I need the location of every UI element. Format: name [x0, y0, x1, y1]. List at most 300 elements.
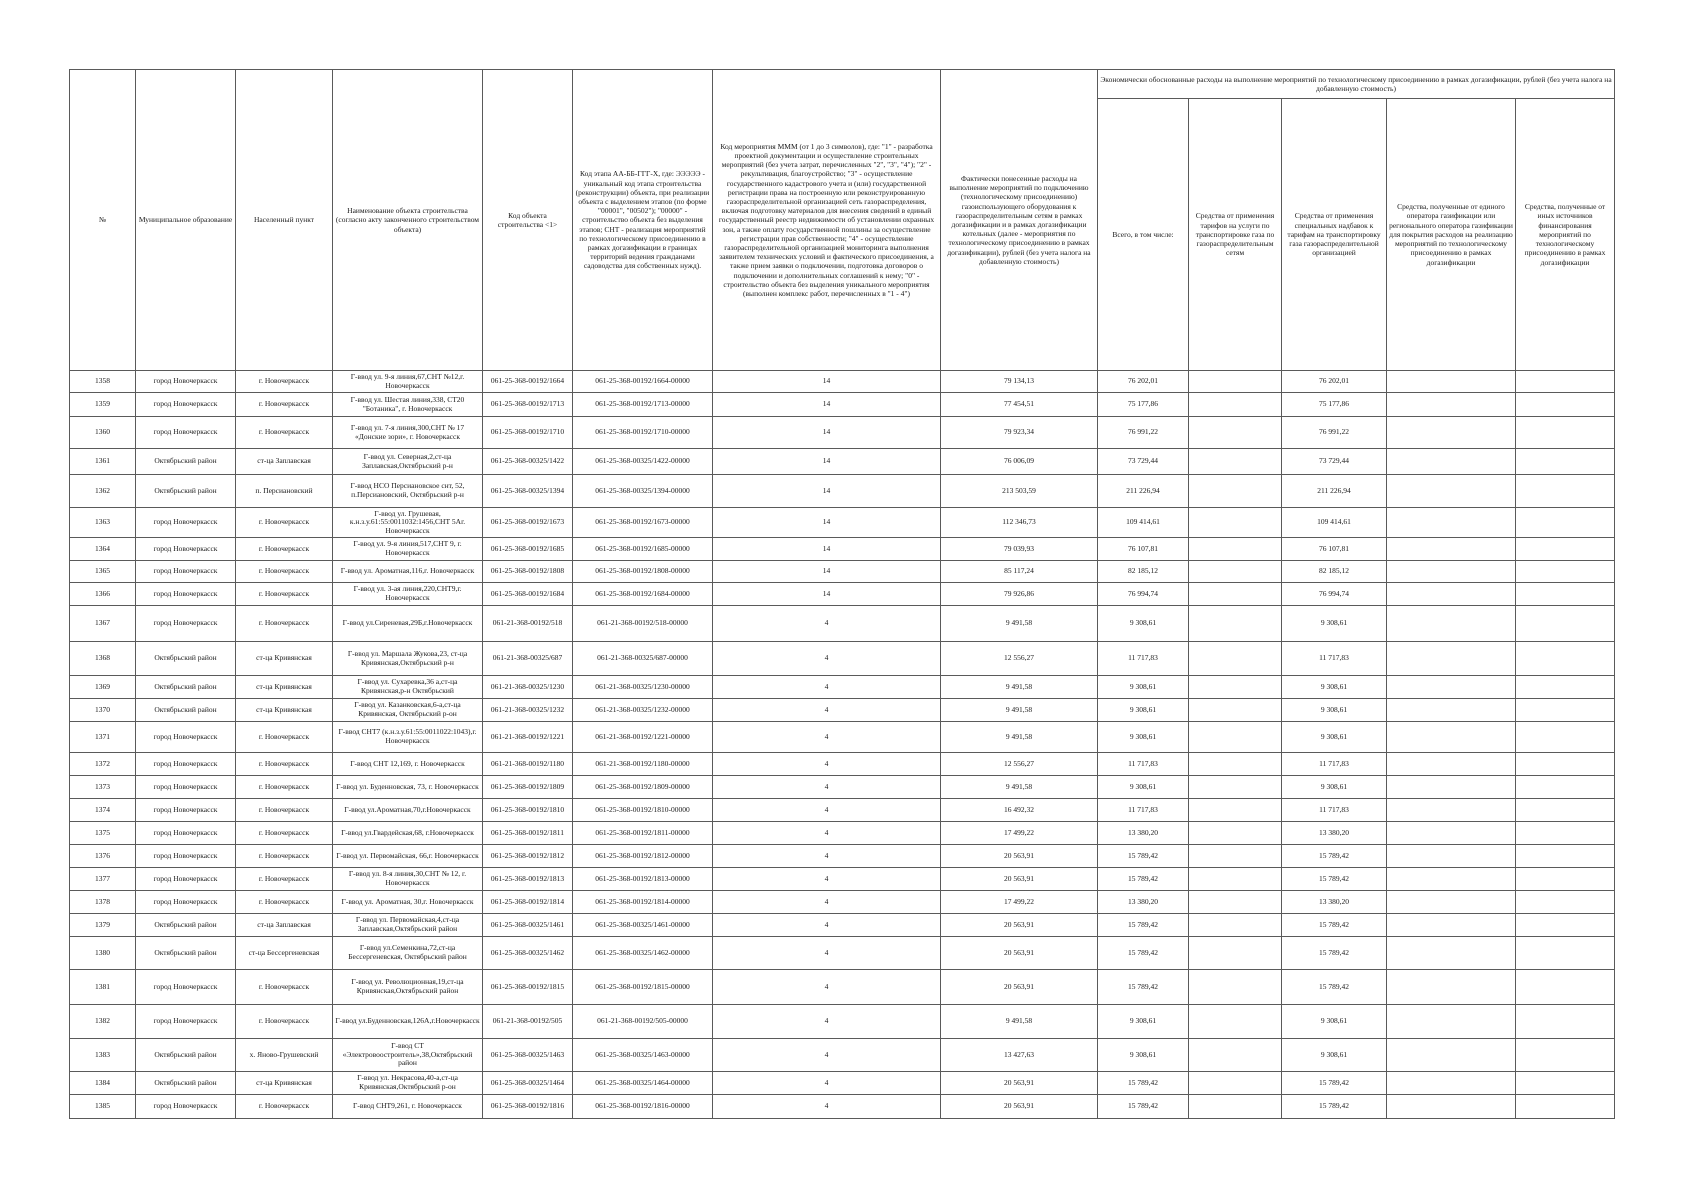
cell-surcharges: 15 789,42 [1282, 868, 1387, 891]
cell-total: 11 717,83 [1098, 799, 1189, 822]
cell-operator-funds [1387, 642, 1516, 676]
cell-object-code: 061-25-368-00325/1422 [483, 449, 573, 475]
cell-stage-code: 061-25-368-00192/1813-00000 [573, 868, 713, 891]
cell-total: 15 789,42 [1098, 868, 1189, 891]
cell-tariffs [1189, 722, 1282, 753]
cell-object-code: 061-25-368-00325/1463 [483, 1039, 573, 1072]
cell-other-funds [1516, 417, 1615, 449]
cell-municipality: город Новочеркасск [136, 1005, 236, 1039]
cell-event-code: 4 [713, 1039, 941, 1072]
cell-municipality: город Новочеркасск [136, 393, 236, 417]
cell-surcharges: 15 789,42 [1282, 970, 1387, 1005]
table-row [70, 417, 1615, 449]
cell-stage-code: 061-25-368-00192/1685-00000 [573, 538, 713, 561]
cell-total: 15 789,42 [1098, 937, 1189, 970]
cell-no: 1364 [70, 538, 136, 561]
cell-actual-costs: 9 491,58 [941, 722, 1098, 753]
cell-object-name: Г-ввод ул. Первомайская,4,ст-ца Заплавская,Октябрьский район [333, 914, 483, 937]
cell-stage-code: 061-25-368-00325/1463-00000 [573, 1039, 713, 1072]
cell-settlement: ст-ца Заплавская [236, 914, 333, 937]
cell-total: 9 308,61 [1098, 676, 1189, 699]
cell-operator-funds [1387, 914, 1516, 937]
header-event-code: Код мероприятия МММ (от 1 до 3 символов), где: "1" - разработка проектной документации и осуществление строительных мероприятий (без учета затрат, перечисленных "2", "3", "4"); "2" - рекультивация, благоустройство; "3" - осуществление государственного кадастрового учета и (или) государственной регистрации права на построенную или реконструированную газораспределительной организацией сеть газораспределения, включая подготовку материалов для внесения сведений в единый государственный реестр недвижимости об установлении охранных зон, а также оплату государственной пошлины за осуществление регистрации прав собственности; "4" - осуществление газораспределительной организацией мониторинга выполнения заявителем технических условий и фактического присоединения, а также прием заявки о подключении, подготовка договоров о подключении и дополнительных соглашений к нему; "0" - строительство объекта без выделения уникального мероприятия (выполнен комплекс работ, перечисленных в "1 - 4") [713, 70, 941, 371]
table-row [70, 799, 1615, 822]
cell-surcharges: 76 991,22 [1282, 417, 1387, 449]
cell-other-funds [1516, 822, 1615, 845]
cell-no: 1379 [70, 914, 136, 937]
cell-tariffs [1189, 1095, 1282, 1119]
cell-surcharges: 11 717,83 [1282, 642, 1387, 676]
table-row [70, 699, 1615, 722]
cell-tariffs [1189, 799, 1282, 822]
cell-settlement: г. Новочеркасск [236, 799, 333, 822]
cell-stage-code: 061-21-368-00325/1232-00000 [573, 699, 713, 722]
cell-other-funds [1516, 776, 1615, 799]
cell-surcharges: 9 308,61 [1282, 606, 1387, 642]
cell-no: 1376 [70, 845, 136, 868]
cell-total: 9 308,61 [1098, 722, 1189, 753]
cell-tariffs [1189, 937, 1282, 970]
cell-municipality: город Новочеркасск [136, 508, 236, 538]
cell-other-funds [1516, 914, 1615, 937]
cell-object-code: 061-25-368-00192/1812 [483, 845, 573, 868]
table-row [70, 753, 1615, 776]
cell-object-code: 061-25-368-00192/1813 [483, 868, 573, 891]
cell-object-name: Г-ввод ул.Гвардейская,68, г.Новочеркасск [333, 822, 483, 845]
cell-object-name: Г-ввод ул. Некрасова,40-а,ст-ца Кривянская,Октябрьский р-он [333, 1072, 483, 1095]
cell-total: 82 185,12 [1098, 561, 1189, 583]
cell-event-code: 4 [713, 868, 941, 891]
cell-stage-code: 061-25-368-00192/1815-00000 [573, 970, 713, 1005]
cell-stage-code: 061-25-368-00325/1464-00000 [573, 1072, 713, 1095]
cell-event-code: 4 [713, 753, 941, 776]
cell-total: 76 994,74 [1098, 583, 1189, 606]
cell-surcharges: 13 380,20 [1282, 822, 1387, 845]
table-row [70, 822, 1615, 845]
cell-municipality: город Новочеркасск [136, 561, 236, 583]
cell-object-name: Г-ввод СНТ 12,169, г. Новочеркасск [333, 753, 483, 776]
cell-municipality: Октябрьский район [136, 642, 236, 676]
cell-settlement: г. Новочеркасск [236, 606, 333, 642]
cell-object-name: Г-ввод ул. Первомайская, 66,г. Новочеркасск [333, 845, 483, 868]
cell-event-code: 4 [713, 822, 941, 845]
table-row [70, 1095, 1615, 1119]
cell-other-funds [1516, 937, 1615, 970]
cell-event-code: 4 [713, 891, 941, 914]
header-object-name: Наименование объекта строительства (согласно акту законченного строительством объекта) [333, 70, 483, 371]
cell-operator-funds [1387, 449, 1516, 475]
cell-surcharges: 211 226,94 [1282, 475, 1387, 508]
cell-settlement: г. Новочеркасск [236, 583, 333, 606]
cell-object-name: Г-ввод ул. 7-я линия,300,СНТ № 17 «Донские зори», г. Новочеркасск [333, 417, 483, 449]
cell-actual-costs: 79 134,13 [941, 371, 1098, 393]
cell-object-code: 061-21-368-00192/1221 [483, 722, 573, 753]
cell-object-code: 061-25-368-00325/1462 [483, 937, 573, 970]
cell-tariffs [1189, 868, 1282, 891]
cell-actual-costs: 17 499,22 [941, 822, 1098, 845]
cell-operator-funds [1387, 508, 1516, 538]
cell-operator-funds [1387, 799, 1516, 822]
cell-no: 1371 [70, 722, 136, 753]
cell-tariffs [1189, 776, 1282, 799]
cell-operator-funds [1387, 371, 1516, 393]
table-row [70, 606, 1615, 642]
cell-object-code: 061-21-368-00325/1230 [483, 676, 573, 699]
cell-municipality: город Новочеркасск [136, 538, 236, 561]
cell-actual-costs: 20 563,91 [941, 845, 1098, 868]
cell-tariffs [1189, 449, 1282, 475]
cell-total: 9 308,61 [1098, 699, 1189, 722]
cell-event-code: 4 [713, 970, 941, 1005]
cell-event-code: 4 [713, 699, 941, 722]
cell-operator-funds [1387, 583, 1516, 606]
cell-actual-costs: 20 563,91 [941, 1095, 1098, 1119]
table-row [70, 676, 1615, 699]
cell-total: 9 308,61 [1098, 776, 1189, 799]
cell-actual-costs: 20 563,91 [941, 868, 1098, 891]
cell-settlement: г. Новочеркасск [236, 822, 333, 845]
cell-stage-code: 061-25-368-00192/1809-00000 [573, 776, 713, 799]
cell-actual-costs: 17 499,22 [941, 891, 1098, 914]
cell-surcharges: 15 789,42 [1282, 937, 1387, 970]
table-row [70, 722, 1615, 753]
cell-other-funds [1516, 508, 1615, 538]
cell-no: 1362 [70, 475, 136, 508]
cell-municipality: Октябрьский район [136, 449, 236, 475]
cell-other-funds [1516, 891, 1615, 914]
header-tariffs: Средства от применения тарифов на услуги по транспортировке газа по газораспределительным сетям [1189, 99, 1282, 371]
cell-municipality: город Новочеркасск [136, 753, 236, 776]
cell-total: 15 789,42 [1098, 970, 1189, 1005]
cell-operator-funds [1387, 676, 1516, 699]
table-row [70, 1039, 1615, 1072]
cell-municipality: город Новочеркасск [136, 1095, 236, 1119]
cell-actual-costs: 77 454,51 [941, 393, 1098, 417]
cell-object-name: Г-ввод СНТ7 (к.н.з.у.61:55:0011022:1043),г. Новочеркасск [333, 722, 483, 753]
cell-actual-costs: 20 563,91 [941, 1072, 1098, 1095]
cell-surcharges: 15 789,42 [1282, 1072, 1387, 1095]
cell-stage-code: 061-25-368-00192/1810-00000 [573, 799, 713, 822]
cell-object-name: Г-ввод ул. 9-я линия,517,СНТ 9, г. Новочеркасск [333, 538, 483, 561]
cell-actual-costs: 79 926,86 [941, 583, 1098, 606]
cell-stage-code: 061-25-368-00192/1713-00000 [573, 393, 713, 417]
cell-surcharges: 15 789,42 [1282, 1095, 1387, 1119]
cell-event-code: 4 [713, 676, 941, 699]
cell-settlement: ст-ца Кривянская [236, 1072, 333, 1095]
cell-object-code: 061-25-368-00192/1810 [483, 799, 573, 822]
cell-object-name: Г-ввод ул.Сиреневая,29Б,г.Новочеркасск [333, 606, 483, 642]
cell-no: 1366 [70, 583, 136, 606]
cell-operator-funds [1387, 475, 1516, 508]
cell-operator-funds [1387, 970, 1516, 1005]
cell-operator-funds [1387, 606, 1516, 642]
cell-municipality: Октябрьский район [136, 1039, 236, 1072]
cell-other-funds [1516, 722, 1615, 753]
cell-municipality: город Новочеркасск [136, 822, 236, 845]
cell-no: 1375 [70, 822, 136, 845]
cell-total: 9 308,61 [1098, 1005, 1189, 1039]
cell-object-code: 061-25-368-00192/1685 [483, 538, 573, 561]
header-no: № [70, 70, 136, 371]
cell-object-name: Г-ввод ул.Буденновская,126А,г.Новочеркасск [333, 1005, 483, 1039]
cell-other-funds [1516, 868, 1615, 891]
cell-surcharges: 11 717,83 [1282, 799, 1387, 822]
table-row [70, 583, 1615, 606]
cell-object-name: Г-ввод ул. Ароматная,116,г. Новочеркасск [333, 561, 483, 583]
cell-municipality: город Новочеркасск [136, 845, 236, 868]
cell-operator-funds [1387, 753, 1516, 776]
cell-total: 9 308,61 [1098, 606, 1189, 642]
cell-actual-costs: 79 039,93 [941, 538, 1098, 561]
cell-tariffs [1189, 753, 1282, 776]
cell-actual-costs: 20 563,91 [941, 970, 1098, 1005]
cell-tariffs [1189, 914, 1282, 937]
cell-total: 15 789,42 [1098, 1095, 1189, 1119]
cell-actual-costs: 213 503,59 [941, 475, 1098, 508]
cell-tariffs [1189, 822, 1282, 845]
cell-operator-funds [1387, 937, 1516, 970]
table-row [70, 561, 1615, 583]
cell-object-code: 061-21-368-00192/505 [483, 1005, 573, 1039]
cell-no: 1360 [70, 417, 136, 449]
cell-surcharges: 75 177,86 [1282, 393, 1387, 417]
cell-no: 1377 [70, 868, 136, 891]
cell-total: 76 107,81 [1098, 538, 1189, 561]
cell-event-code: 14 [713, 475, 941, 508]
cell-other-funds [1516, 606, 1615, 642]
cell-event-code: 14 [713, 508, 941, 538]
cell-municipality: город Новочеркасск [136, 371, 236, 393]
cell-stage-code: 061-25-368-00192/1811-00000 [573, 822, 713, 845]
cell-municipality: город Новочеркасск [136, 799, 236, 822]
cell-stage-code: 061-25-368-00192/1816-00000 [573, 1095, 713, 1119]
cell-object-code: 061-25-368-00192/1808 [483, 561, 573, 583]
cell-operator-funds [1387, 1072, 1516, 1095]
cell-other-funds [1516, 449, 1615, 475]
cell-tariffs [1189, 891, 1282, 914]
cell-tariffs [1189, 508, 1282, 538]
cell-total: 11 717,83 [1098, 753, 1189, 776]
table-row [70, 914, 1615, 937]
cell-settlement: г. Новочеркасск [236, 508, 333, 538]
cell-operator-funds [1387, 699, 1516, 722]
cell-settlement: г. Новочеркасск [236, 776, 333, 799]
cell-total: 15 789,42 [1098, 845, 1189, 868]
cell-event-code: 4 [713, 845, 941, 868]
cell-other-funds [1516, 970, 1615, 1005]
cell-actual-costs: 9 491,58 [941, 606, 1098, 642]
cell-total: 13 380,20 [1098, 822, 1189, 845]
cell-surcharges: 13 380,20 [1282, 891, 1387, 914]
cell-other-funds [1516, 561, 1615, 583]
cell-object-code: 061-21-368-00325/687 [483, 642, 573, 676]
cell-total: 76 202,01 [1098, 371, 1189, 393]
cell-municipality: город Новочеркасск [136, 722, 236, 753]
cell-no: 1380 [70, 937, 136, 970]
gasification-cost-table [69, 69, 1615, 1119]
cell-settlement: ст-ца Бессергеневская [236, 937, 333, 970]
cell-actual-costs: 12 556,27 [941, 642, 1098, 676]
cell-event-code: 14 [713, 393, 941, 417]
cell-other-funds [1516, 699, 1615, 722]
cell-tariffs [1189, 676, 1282, 699]
cell-object-name: Г-ввод ул. Казанковская,6-а,ст-ца Кривянская, Октябрьский р-он [333, 699, 483, 722]
cell-surcharges: 9 308,61 [1282, 676, 1387, 699]
cell-settlement: г. Новочеркасск [236, 371, 333, 393]
cell-actual-costs: 112 346,73 [941, 508, 1098, 538]
cell-settlement: х. Яново-Грушевский [236, 1039, 333, 1072]
cell-object-code: 061-21-368-00192/518 [483, 606, 573, 642]
cell-stage-code: 061-25-368-00325/1462-00000 [573, 937, 713, 970]
cell-municipality: город Новочеркасск [136, 417, 236, 449]
cell-stage-code: 061-25-368-00325/1461-00000 [573, 914, 713, 937]
cell-stage-code: 061-25-368-00192/1814-00000 [573, 891, 713, 914]
cell-operator-funds [1387, 538, 1516, 561]
cell-surcharges: 76 107,81 [1282, 538, 1387, 561]
table-row [70, 868, 1615, 891]
cell-municipality: Октябрьский район [136, 914, 236, 937]
cell-no: 1358 [70, 371, 136, 393]
cell-municipality: Октябрьский район [136, 1072, 236, 1095]
cell-settlement: ст-ца Кривянская [236, 676, 333, 699]
cell-event-code: 14 [713, 371, 941, 393]
cell-no: 1359 [70, 393, 136, 417]
cell-actual-costs: 16 492,32 [941, 799, 1098, 822]
cell-event-code: 14 [713, 417, 941, 449]
cell-stage-code: 061-25-368-00192/1664-00000 [573, 371, 713, 393]
cell-no: 1367 [70, 606, 136, 642]
cell-total: 15 789,42 [1098, 914, 1189, 937]
cell-operator-funds [1387, 868, 1516, 891]
cell-event-code: 4 [713, 914, 941, 937]
cell-settlement: г. Новочеркасск [236, 1005, 333, 1039]
cell-tariffs [1189, 699, 1282, 722]
cell-object-code: 061-25-368-00325/1394 [483, 475, 573, 508]
cell-event-code: 4 [713, 606, 941, 642]
cell-settlement: п. Персиановский [236, 475, 333, 508]
cell-no: 1378 [70, 891, 136, 914]
cell-object-code: 061-25-368-00192/1809 [483, 776, 573, 799]
cell-no: 1383 [70, 1039, 136, 1072]
cell-object-code: 061-25-368-00192/1814 [483, 891, 573, 914]
cell-municipality: город Новочеркасск [136, 970, 236, 1005]
cell-total: 76 991,22 [1098, 417, 1189, 449]
cell-settlement: г. Новочеркасск [236, 868, 333, 891]
table-body [70, 371, 1615, 1119]
cell-object-name: Г-ввод ул. Буденновская, 73, г. Новочеркасск [333, 776, 483, 799]
cell-operator-funds [1387, 393, 1516, 417]
cell-stage-code: 061-21-368-00192/1221-00000 [573, 722, 713, 753]
cell-stage-code: 061-21-368-00325/687-00000 [573, 642, 713, 676]
cell-other-funds [1516, 1039, 1615, 1072]
cell-other-funds [1516, 845, 1615, 868]
cell-tariffs [1189, 393, 1282, 417]
cell-actual-costs: 9 491,58 [941, 699, 1098, 722]
cell-object-name: Г-ввод НСО Персиановское снт, 52, п.Персиановский, Октябрьский р-н [333, 475, 483, 508]
cell-settlement: г. Новочеркасск [236, 1095, 333, 1119]
cell-municipality: город Новочеркасск [136, 776, 236, 799]
cell-object-name: Г-ввод ул. Грушевая, к.н.з.у.61:55:0011032:1456,СНТ 5Аг. Новочеркасск [333, 508, 483, 538]
cell-stage-code: 061-21-368-00192/518-00000 [573, 606, 713, 642]
cell-actual-costs: 9 491,58 [941, 676, 1098, 699]
cell-no: 1374 [70, 799, 136, 822]
cell-no: 1385 [70, 1095, 136, 1119]
cell-no: 1372 [70, 753, 136, 776]
cell-stage-code: 061-25-368-00192/1673-00000 [573, 508, 713, 538]
cell-object-code: 061-25-368-00192/1816 [483, 1095, 573, 1119]
cell-operator-funds [1387, 1095, 1516, 1119]
header-object-code: Код объекта строительства <1> [483, 70, 573, 371]
cell-surcharges: 76 994,74 [1282, 583, 1387, 606]
cell-surcharges: 11 717,83 [1282, 753, 1387, 776]
cell-no: 1384 [70, 1072, 136, 1095]
cell-object-name: Г-ввод ул. Революционная,19,ст-ца Кривянская,Октябрьский район [333, 970, 483, 1005]
cell-object-code: 061-25-368-00192/1815 [483, 970, 573, 1005]
cell-object-name: Г-ввод СНТ9,261, г. Новочеркасск [333, 1095, 483, 1119]
cell-stage-code: 061-21-368-00192/505-00000 [573, 1005, 713, 1039]
cell-total: 11 717,83 [1098, 642, 1189, 676]
table-row [70, 393, 1615, 417]
cell-surcharges: 9 308,61 [1282, 1005, 1387, 1039]
cell-settlement: г. Новочеркасск [236, 753, 333, 776]
cell-event-code: 14 [713, 561, 941, 583]
header-municipality: Муниципальное образование [136, 70, 236, 371]
cell-tariffs [1189, 583, 1282, 606]
cell-stage-code: 061-25-368-00325/1422-00000 [573, 449, 713, 475]
cell-surcharges: 82 185,12 [1282, 561, 1387, 583]
cell-tariffs [1189, 538, 1282, 561]
cell-object-name: Г-ввод ул.Ароматная,70,г.Новочеркасск [333, 799, 483, 822]
cell-object-name: Г-ввод ул.Семенкина,72,ст-ца Бессергеневская, Октябрьский район [333, 937, 483, 970]
cell-operator-funds [1387, 722, 1516, 753]
cell-tariffs [1189, 845, 1282, 868]
cell-settlement: ст-ца Кривянская [236, 642, 333, 676]
cell-other-funds [1516, 799, 1615, 822]
cell-actual-costs: 12 556,27 [941, 753, 1098, 776]
cell-event-code: 4 [713, 799, 941, 822]
cell-surcharges: 76 202,01 [1282, 371, 1387, 393]
cell-event-code: 4 [713, 937, 941, 970]
cell-tariffs [1189, 1005, 1282, 1039]
cell-actual-costs: 76 006,09 [941, 449, 1098, 475]
table-row [70, 449, 1615, 475]
cell-event-code: 4 [713, 1095, 941, 1119]
cell-municipality: Октябрьский район [136, 676, 236, 699]
cell-object-code: 061-25-368-00325/1464 [483, 1072, 573, 1095]
cell-tariffs [1189, 475, 1282, 508]
cell-object-code: 061-25-368-00192/1811 [483, 822, 573, 845]
cell-surcharges: 73 729,44 [1282, 449, 1387, 475]
table-row [70, 937, 1615, 970]
cell-object-name: Г-ввод ул. 3-ая линия,220,СНТ9,г. Новочеркасск [333, 583, 483, 606]
table-row [70, 845, 1615, 868]
cell-other-funds [1516, 1072, 1615, 1095]
cell-no: 1361 [70, 449, 136, 475]
header-stage-code: Код этапа АА-ББ-ГГГ-Х, где: ЭЭЭЭЭ - уникальный код этапа строительства (реконструкции) объекта, при реализации объекта с выделением этапов (по форме "00001", "00502"); "00000" - строительство объекта без выделения этапов; СНТ - реализация мероприятий по технологическому присоединению в рамках догазификации в границах территорий ведения гражданами садоводства для собственных нужд). [573, 70, 713, 371]
header-other-funds: Средства, полученные от иных источников финансирования мероприятий по технологическому присоединению в рамках догазификации [1516, 99, 1615, 371]
cell-settlement: ст-ца Кривянская [236, 699, 333, 722]
cell-actual-costs: 20 563,91 [941, 937, 1098, 970]
cell-object-code: 061-21-368-00325/1232 [483, 699, 573, 722]
cell-other-funds [1516, 538, 1615, 561]
table-row [70, 475, 1615, 508]
cell-actual-costs: 79 923,34 [941, 417, 1098, 449]
cell-event-code: 4 [713, 1005, 941, 1039]
table-row [70, 776, 1615, 799]
cell-stage-code: 061-25-368-00192/1710-00000 [573, 417, 713, 449]
cell-event-code: 4 [713, 776, 941, 799]
cell-operator-funds [1387, 417, 1516, 449]
